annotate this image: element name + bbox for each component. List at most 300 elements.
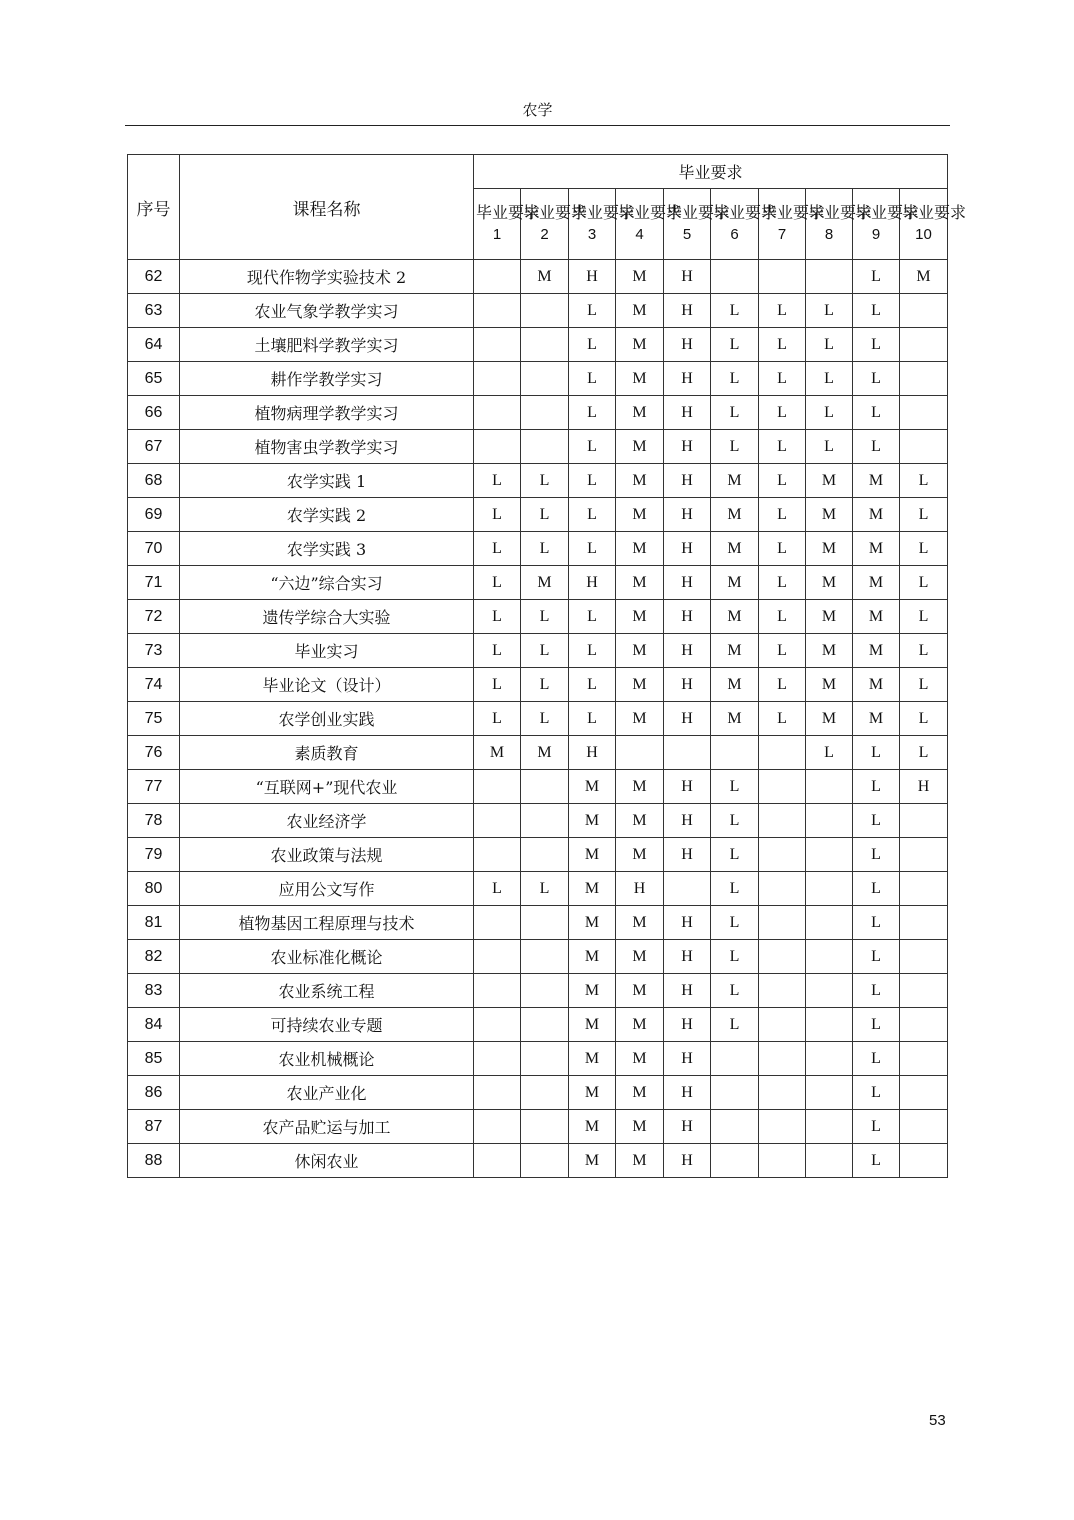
requirement-cell-7 xyxy=(759,260,806,294)
requirement-cell-3: L xyxy=(569,362,616,396)
table-row xyxy=(128,1008,948,1042)
requirement-cell-3: M xyxy=(569,974,616,1008)
course-name: “互联网+”现代农业 xyxy=(180,770,474,804)
requirement-cell-3: L xyxy=(569,668,616,702)
requirement-cell-8 xyxy=(806,260,853,294)
course-name: 休闲农业 xyxy=(180,1144,474,1178)
requirement-cell-1: L xyxy=(474,634,521,668)
requirement-label: 毕业要求 xyxy=(761,203,826,222)
requirement-cell-3: M xyxy=(569,838,616,872)
requirement-cell-1 xyxy=(474,906,521,940)
requirement-cell-7 xyxy=(759,1008,806,1042)
row-index: 76 xyxy=(128,736,180,770)
requirement-cell-9: L xyxy=(853,1110,900,1144)
course-name: 农学创业实践 xyxy=(180,702,474,736)
row-index: 68 xyxy=(128,464,180,498)
table-row xyxy=(128,736,948,770)
requirement-cell-10: L xyxy=(900,464,948,498)
requirement-cell-2: L xyxy=(521,634,569,668)
requirement-cell-3: L xyxy=(569,396,616,430)
requirement-cell-7: L xyxy=(759,430,806,464)
requirement-cell-7: L xyxy=(759,294,806,328)
requirement-cell-1: L xyxy=(474,702,521,736)
table-row xyxy=(128,770,948,804)
requirement-cell-7 xyxy=(759,770,806,804)
requirement-cell-3: M xyxy=(569,906,616,940)
course-name: 农业经济学 xyxy=(180,804,474,838)
requirement-cell-5: H xyxy=(664,294,711,328)
requirement-cell-7 xyxy=(759,1076,806,1110)
requirement-number: 7 xyxy=(777,226,787,243)
requirement-cell-10 xyxy=(900,1008,948,1042)
requirement-cell-8: M xyxy=(806,498,853,532)
requirement-cell-5: H xyxy=(664,1042,711,1076)
requirement-cell-5: H xyxy=(664,498,711,532)
requirement-cell-9: M xyxy=(853,634,900,668)
row-index: 79 xyxy=(128,838,180,872)
requirement-cell-10 xyxy=(900,294,948,328)
requirement-cell-6: L xyxy=(711,906,759,940)
header-requirement-4 xyxy=(616,189,683,260)
table-row xyxy=(128,600,948,634)
header-course-name: 课程名称 xyxy=(180,155,474,260)
requirement-cell-3: M xyxy=(569,1144,616,1178)
table-row xyxy=(128,532,948,566)
requirement-cell-5: H xyxy=(664,464,711,498)
requirement-cell-7 xyxy=(759,872,806,906)
table-row xyxy=(128,464,948,498)
row-index: 81 xyxy=(128,906,180,940)
requirement-cell-4: M xyxy=(616,362,664,396)
requirement-cell-5: H xyxy=(664,430,711,464)
requirement-cell-10 xyxy=(900,328,948,362)
requirement-cell-3: L xyxy=(569,464,616,498)
requirement-cell-8 xyxy=(806,1008,853,1042)
requirement-cell-1: L xyxy=(474,600,521,634)
requirement-cell-4 xyxy=(616,736,664,770)
requirement-cell-1 xyxy=(474,260,521,294)
requirement-cell-9: L xyxy=(853,838,900,872)
requirement-cell-10 xyxy=(900,872,948,906)
requirement-cell-6: L xyxy=(711,328,759,362)
requirement-cell-8 xyxy=(806,1110,853,1144)
requirement-cell-6 xyxy=(711,260,759,294)
table-row xyxy=(128,1076,948,1110)
requirement-label: 毕业要求 xyxy=(523,203,588,222)
requirement-cell-1: L xyxy=(474,872,521,906)
requirement-cell-8 xyxy=(806,838,853,872)
requirement-cell-4: M xyxy=(616,260,664,294)
header-requirement-7 xyxy=(759,189,826,260)
row-index: 80 xyxy=(128,872,180,906)
table-row xyxy=(128,498,948,532)
requirement-cell-7 xyxy=(759,1144,806,1178)
requirement-number: 2 xyxy=(540,226,549,243)
requirement-cell-6: M xyxy=(711,566,759,600)
requirement-cell-7: L xyxy=(759,328,806,362)
requirement-cell-1: L xyxy=(474,464,521,498)
requirement-cell-7 xyxy=(759,838,806,872)
requirement-cell-9: L xyxy=(853,736,900,770)
requirement-cell-2 xyxy=(521,804,569,838)
requirement-cell-3: M xyxy=(569,1110,616,1144)
requirement-cell-10 xyxy=(900,940,948,974)
header-index: 序号 xyxy=(128,155,180,260)
requirement-cell-5: H xyxy=(664,770,711,804)
requirement-cell-2: M xyxy=(521,736,569,770)
requirement-cell-4: M xyxy=(616,702,664,736)
graduation-requirements-table xyxy=(127,154,967,1178)
requirement-cell-2: L xyxy=(521,464,569,498)
row-index: 75 xyxy=(128,702,180,736)
requirement-cell-6: M xyxy=(711,498,759,532)
requirement-cell-5: H xyxy=(664,1008,711,1042)
requirement-cell-8 xyxy=(806,1076,853,1110)
requirement-cell-3: H xyxy=(569,260,616,294)
course-name: 遗传学综合大实验 xyxy=(180,600,474,634)
requirement-cell-7: L xyxy=(759,532,806,566)
requirement-cell-8 xyxy=(806,1042,853,1076)
requirement-number: 3 xyxy=(587,226,597,243)
page-number: 53 xyxy=(929,1412,946,1429)
requirement-cell-9: M xyxy=(853,464,900,498)
row-index: 78 xyxy=(128,804,180,838)
row-index: 77 xyxy=(128,770,180,804)
requirement-cell-9: L xyxy=(853,974,900,1008)
requirement-cell-1 xyxy=(474,1076,521,1110)
requirement-cell-10 xyxy=(900,1144,948,1178)
course-name: 土壤肥料学教学实习 xyxy=(180,328,474,362)
requirement-cell-8 xyxy=(806,974,853,1008)
requirement-cell-6: L xyxy=(711,838,759,872)
header-requirement-2 xyxy=(521,189,588,260)
requirement-label: 毕业要求 xyxy=(902,203,967,222)
requirement-cell-4: M xyxy=(616,498,664,532)
row-index: 64 xyxy=(128,328,180,362)
requirement-cell-10: L xyxy=(900,498,948,532)
requirement-cell-3: M xyxy=(569,804,616,838)
requirement-cell-2: M xyxy=(521,260,569,294)
course-name: 农学实践 1 xyxy=(180,464,474,498)
requirement-cell-4: M xyxy=(616,804,664,838)
requirement-cell-6: M xyxy=(711,532,759,566)
requirement-cell-6: L xyxy=(711,770,759,804)
requirement-label: 毕业要求 xyxy=(666,203,731,222)
row-index: 83 xyxy=(128,974,180,1008)
requirement-cell-10: L xyxy=(900,702,948,736)
requirement-cell-5: H xyxy=(664,1076,711,1110)
requirement-cell-7: L xyxy=(759,600,806,634)
requirement-cell-5: H xyxy=(664,328,711,362)
requirement-cell-8: M xyxy=(806,566,853,600)
requirement-cell-8: L xyxy=(806,294,853,328)
row-index: 87 xyxy=(128,1110,180,1144)
requirement-cell-4: M xyxy=(616,1110,664,1144)
requirement-cell-10 xyxy=(900,804,948,838)
requirement-cell-7 xyxy=(759,974,806,1008)
requirement-cell-4: M xyxy=(616,838,664,872)
table-row xyxy=(128,566,948,600)
table-row xyxy=(128,1110,948,1144)
requirement-cell-2 xyxy=(521,362,569,396)
course-name: 农学实践 3 xyxy=(180,532,474,566)
requirement-cell-6: L xyxy=(711,804,759,838)
requirement-cell-7 xyxy=(759,906,806,940)
requirement-cell-7 xyxy=(759,804,806,838)
requirement-cell-2 xyxy=(521,1110,569,1144)
requirement-cell-1 xyxy=(474,1110,521,1144)
header-group-title: 毕业要求 xyxy=(474,155,948,189)
header-requirement-8 xyxy=(806,189,873,260)
requirement-cell-8 xyxy=(806,906,853,940)
requirement-cell-1: L xyxy=(474,498,521,532)
row-index: 73 xyxy=(128,634,180,668)
requirement-cell-5 xyxy=(664,736,711,770)
requirement-cell-5: H xyxy=(664,260,711,294)
row-index: 63 xyxy=(128,294,180,328)
requirement-cell-6: L xyxy=(711,294,759,328)
requirement-cell-4: M xyxy=(616,464,664,498)
requirement-cell-7: L xyxy=(759,634,806,668)
course-name: 应用公文写作 xyxy=(180,872,474,906)
requirement-number: 8 xyxy=(824,226,834,243)
requirement-cell-9: L xyxy=(853,396,900,430)
course-name: 农业标准化概论 xyxy=(180,940,474,974)
requirement-cell-1 xyxy=(474,328,521,362)
table-row xyxy=(128,702,948,736)
requirement-cell-8 xyxy=(806,940,853,974)
requirement-cell-1 xyxy=(474,430,521,464)
requirement-cell-1 xyxy=(474,1042,521,1076)
table-row xyxy=(128,1144,948,1178)
requirement-cell-3: L xyxy=(569,328,616,362)
requirement-cell-1: L xyxy=(474,566,521,600)
requirement-cell-8 xyxy=(806,770,853,804)
table-row xyxy=(128,634,948,668)
requirement-cell-10: L xyxy=(900,566,948,600)
row-index: 69 xyxy=(128,498,180,532)
requirement-cell-8: M xyxy=(806,702,853,736)
requirement-cell-3: L xyxy=(569,430,616,464)
requirement-cell-4: M xyxy=(616,600,664,634)
requirement-cell-1 xyxy=(474,1008,521,1042)
requirement-label: 毕业要求 xyxy=(618,203,683,222)
requirement-cell-3: M xyxy=(569,872,616,906)
requirement-cell-2 xyxy=(521,1008,569,1042)
requirement-number: 9 xyxy=(871,226,881,243)
requirement-cell-2 xyxy=(521,940,569,974)
course-name: 农业系统工程 xyxy=(180,974,474,1008)
page-header-title: 农学 xyxy=(522,101,553,119)
requirement-cell-1 xyxy=(474,396,521,430)
requirement-cell-5: H xyxy=(664,532,711,566)
requirement-cell-10 xyxy=(900,906,948,940)
requirement-cell-3: M xyxy=(569,1042,616,1076)
requirement-cell-2 xyxy=(521,294,569,328)
requirement-cell-6 xyxy=(711,1144,759,1178)
requirement-cell-9: L xyxy=(853,294,900,328)
requirement-cell-2 xyxy=(521,430,569,464)
requirement-cell-7 xyxy=(759,1110,806,1144)
requirement-cell-5: H xyxy=(664,940,711,974)
requirement-cell-7 xyxy=(759,736,806,770)
requirement-cell-4: M xyxy=(616,668,664,702)
requirement-cell-9: M xyxy=(853,498,900,532)
requirement-cell-8 xyxy=(806,1144,853,1178)
row-index: 72 xyxy=(128,600,180,634)
requirement-cell-6: L xyxy=(711,396,759,430)
requirement-cell-9: L xyxy=(853,872,900,906)
header-requirement-10 xyxy=(900,189,967,260)
requirement-cell-1: M xyxy=(474,736,521,770)
requirement-cell-2 xyxy=(521,838,569,872)
header-requirement-3 xyxy=(569,189,636,260)
requirement-cell-1 xyxy=(474,940,521,974)
requirement-cell-6: M xyxy=(711,634,759,668)
requirement-cell-1 xyxy=(474,838,521,872)
table-row xyxy=(128,940,948,974)
requirement-cell-3: L xyxy=(569,532,616,566)
requirement-number: 6 xyxy=(730,226,739,243)
course-name: 毕业实习 xyxy=(180,634,474,668)
requirement-cell-9: M xyxy=(853,702,900,736)
row-index: 84 xyxy=(128,1008,180,1042)
course-name: 农业机械概论 xyxy=(180,1042,474,1076)
requirement-cell-6: L xyxy=(711,430,759,464)
course-name: 植物基因工程原理与技术 xyxy=(180,906,474,940)
requirement-cell-2 xyxy=(521,1144,569,1178)
requirement-cell-5: H xyxy=(664,702,711,736)
requirement-cell-6: L xyxy=(711,940,759,974)
requirement-cell-3: M xyxy=(569,770,616,804)
requirement-cell-6: M xyxy=(711,702,759,736)
row-index: 70 xyxy=(128,532,180,566)
requirement-cell-3: L xyxy=(569,634,616,668)
requirement-cell-6: L xyxy=(711,1008,759,1042)
requirement-cell-10 xyxy=(900,396,948,430)
row-index: 74 xyxy=(128,668,180,702)
course-name: 农业产业化 xyxy=(180,1076,474,1110)
requirement-cell-10 xyxy=(900,1042,948,1076)
requirement-cell-10 xyxy=(900,838,948,872)
requirement-cell-8: L xyxy=(806,328,853,362)
requirement-cell-9: M xyxy=(853,600,900,634)
requirement-cell-10 xyxy=(900,1110,948,1144)
course-name: 农业政策与法规 xyxy=(180,838,474,872)
requirement-label: 毕业要求 xyxy=(571,203,636,222)
requirement-cell-9: L xyxy=(853,804,900,838)
table-row xyxy=(128,838,948,872)
requirement-cell-5: H xyxy=(664,838,711,872)
table-row xyxy=(128,260,948,294)
header-requirement-9 xyxy=(853,189,920,260)
row-index: 71 xyxy=(128,566,180,600)
requirement-cell-5: H xyxy=(664,396,711,430)
requirement-cell-6: M xyxy=(711,600,759,634)
requirement-cell-5: H xyxy=(664,974,711,1008)
requirement-label: 毕业要求 xyxy=(713,203,778,222)
requirement-label: 毕业要求 xyxy=(808,203,873,222)
requirement-cell-10: L xyxy=(900,736,948,770)
requirement-cell-4: M xyxy=(616,940,664,974)
requirement-cell-8: M xyxy=(806,600,853,634)
requirement-cell-1 xyxy=(474,362,521,396)
requirement-cell-6: M xyxy=(711,464,759,498)
requirement-cell-7: L xyxy=(759,702,806,736)
requirement-cell-7: L xyxy=(759,668,806,702)
requirement-cell-2 xyxy=(521,1076,569,1110)
header-requirement-6 xyxy=(711,189,778,260)
requirement-number: 10 xyxy=(915,226,932,243)
requirement-cell-1: L xyxy=(474,668,521,702)
requirement-cell-6: M xyxy=(711,668,759,702)
requirement-cell-6: L xyxy=(711,872,759,906)
requirement-cell-2: L xyxy=(521,702,569,736)
requirement-cell-9: L xyxy=(853,1076,900,1110)
requirement-number: 5 xyxy=(682,226,692,243)
course-name: 农产品贮运与加工 xyxy=(180,1110,474,1144)
requirement-cell-8: M xyxy=(806,668,853,702)
requirement-cell-7: L xyxy=(759,362,806,396)
requirement-cell-4: M xyxy=(616,906,664,940)
requirement-cell-8 xyxy=(806,804,853,838)
requirement-cell-8 xyxy=(806,872,853,906)
table-row xyxy=(128,430,948,464)
table-row xyxy=(128,362,948,396)
requirement-cell-3: L xyxy=(569,294,616,328)
requirement-cell-1 xyxy=(474,770,521,804)
requirement-cell-9: L xyxy=(853,1144,900,1178)
requirement-cell-3: H xyxy=(569,566,616,600)
requirement-cell-5: H xyxy=(664,566,711,600)
row-index: 65 xyxy=(128,362,180,396)
requirement-cell-9: L xyxy=(853,906,900,940)
requirement-cell-10 xyxy=(900,974,948,1008)
page-header xyxy=(125,96,950,126)
requirement-cell-5 xyxy=(664,872,711,906)
requirement-cell-1 xyxy=(474,294,521,328)
course-name: 耕作学教学实习 xyxy=(180,362,474,396)
requirement-cell-5: H xyxy=(664,1144,711,1178)
table-row xyxy=(128,668,948,702)
course-name: 毕业论文（设计） xyxy=(180,668,474,702)
requirement-cell-10: L xyxy=(900,532,948,566)
course-name: 植物害虫学教学实习 xyxy=(180,430,474,464)
requirement-cell-3: L xyxy=(569,702,616,736)
course-name: 素质教育 xyxy=(180,736,474,770)
requirement-cell-2 xyxy=(521,770,569,804)
requirement-label: 毕业要求 xyxy=(855,203,920,222)
requirement-cell-5: H xyxy=(664,362,711,396)
requirement-cell-8: L xyxy=(806,430,853,464)
requirement-cell-10: L xyxy=(900,600,948,634)
requirement-cell-9: L xyxy=(853,940,900,974)
row-index: 88 xyxy=(128,1144,180,1178)
requirement-cell-4: M xyxy=(616,566,664,600)
requirement-cell-4: M xyxy=(616,1008,664,1042)
row-index: 62 xyxy=(128,260,180,294)
row-index: 85 xyxy=(128,1042,180,1076)
requirement-cell-4: M xyxy=(616,396,664,430)
requirement-cell-5: H xyxy=(664,1110,711,1144)
requirement-cell-9: M xyxy=(853,566,900,600)
requirement-cell-6 xyxy=(711,1076,759,1110)
requirement-cell-7 xyxy=(759,940,806,974)
requirement-cell-10: L xyxy=(900,668,948,702)
row-index: 82 xyxy=(128,940,180,974)
requirement-cell-8: L xyxy=(806,396,853,430)
requirement-cell-8: M xyxy=(806,532,853,566)
